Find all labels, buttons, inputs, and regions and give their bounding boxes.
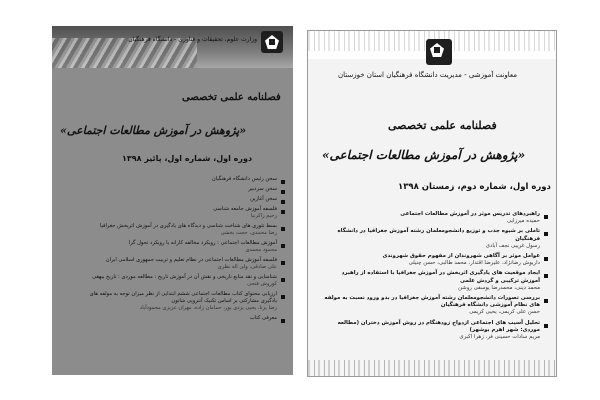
toc-entry [323,253,548,267]
toc-entry-author: حمیده میرزایی [506,218,540,225]
toc-entry [323,295,548,317]
toc-entry [75,274,285,288]
journal-cover-autumn [52,26,293,375]
toc-entry-title: شناسایی و نقد منابع تاریخی و نقش آن در آموزش تاریخ : مطالعه موردی : تاریخ بیهقی [92,274,277,280]
toc-entry-author: رسول غریبی نجف آبادی [485,242,540,249]
toc-entry-title: فلسفه آموزش مطالعات اجتماعی در نظام تعلیم و تربیت جمهوری اسلامی ایران [105,257,277,263]
cover-bottom-pattern [308,360,556,376]
toc-entry [75,176,285,183]
journal-title: «پژوهش در آموزش مطالعات اجتماعی» [60,124,247,137]
toc-entry-author: رحیم زاکرنیا [250,213,277,219]
toc-entry-title: عوامل موثر بر آگاهی شهروندان از مفهوم حقوق شهروندی [382,253,540,260]
toc-entry [323,270,548,292]
toc-entry-title: سخن رئیس دانشگاه فرهنگیان [211,176,277,182]
university-logo-icon [261,31,283,53]
toc-entry [75,196,285,203]
organization-name: وزارت علوم، تحقیقات و فناوری - دانشگاه فرهنگیان [128,36,257,43]
toc-entry-title: سخن سردبیر [248,186,277,192]
table-of-contents [323,211,548,344]
toc-entry-title: تاملی بر شیوه جذب و توزیع دانشجومعلمان رشته آموزش جغرافیا در دانشگاه فرهنگیان [337,228,540,242]
toc-entry-author: محمد دینی، محمدرضا یوسفی روشن [458,284,540,291]
journal-label: فصلنامه علمی تخصصی [182,92,281,103]
organization-name: معاونت آموزشی - مدیریت دانشگاه فرهنگیان استان خوزستان [338,71,517,79]
toc-entry [75,291,285,312]
issue-info: دوره اول، شماره دوم، زمستان ۱۳۹۸ [398,182,551,192]
toc-entry [75,206,285,220]
toc-entry [75,186,285,193]
toc-entry-author: داریوش رضانژاد، علیرضا اقتدار، محمد طالبی، حسن چنیلی [408,260,540,267]
toc-entry-title: فلسفه آموزش جامعه شناسی [213,206,277,212]
toc-entry-title: ایجاد موقعیت های یادگیری اثربخش در آموزش جغرافیا با استفاده از راهبرد آموزش ترکیبی و گردش علمی [341,270,540,284]
toc-entry-title: سخن آغازین [250,196,277,202]
journal-title: «پژوهش در آموزش مطالعات اجتماعی» [322,148,526,162]
toc-entry [323,320,548,342]
toc-entry-title: بررسی تصورات دانشجومعلمان رشته آموزش جغرافیا در بدو ورود نسبت به مولفه های نظام آموزشی دانشگاه فرهنگیان [324,295,540,309]
toc-entry [75,257,285,271]
journal-cover-winter [307,30,557,377]
toc-entry-author: حسن علی کریمی، یحیی کریمی [469,309,540,316]
table-of-contents [75,176,285,325]
toc-entry [75,223,285,237]
issue-info: دوره اول، شماره اول، پائیز ۱۳۹۸ [122,154,253,163]
toc-entry-title: آموزش مطالعات اجتماعی : رویکرد مخالفه کارانه یا رویکرد تحول گرا [128,240,277,246]
toc-entry-title: راهبردهای تدریس موثر در آموزش مطالعات اجتماعی [400,211,540,217]
toc-entry-author: رضا محمدی، حجت بخشی [220,230,277,236]
journal-label: فصلنامه علمی تخصصی [388,119,497,132]
toc-entry [323,228,548,250]
toc-entry [75,240,285,254]
university-logo-icon [426,39,452,65]
toc-entry-author: علی صادقی، ولی اله نظری [217,264,277,270]
toc-entry-author: رضا برنا، یحیی یزدی پور، حمامان زاده، مهران عزیزی محمودآباد [139,305,277,311]
toc-entry-title: ارزیابی محتوای کتاب مطالعات اجتماعی ششم ابتدایی از نظر میزان توجه به مولفه های یادگیری مشارکتی بر اساس تکنیک آنتروپی شانون [89,291,277,304]
toc-entry-author: مریم سادات حسینی فر، زهرا اکبری [459,334,540,341]
toc-entry [323,211,548,225]
toc-entry-title: بسط تئوری های شناخت شناسی و دیدگاه های یادگیری در آموزش اثربخش جغرافیا [99,223,277,229]
toc-entry [75,315,285,322]
toc-entry-title: تحلیل آسیب های اجتماعی ازدواج زودهنگام در روش آموزش دختران (مطالعه موردی: شهر اهرم بوشهر) [337,319,540,333]
toc-entry-author: محمود محمدی [245,247,277,253]
cover-banner-image [52,26,293,68]
toc-entry-author: کوروش فتحی [247,281,277,287]
toc-entry-title: معرفی کتاب [249,315,277,321]
